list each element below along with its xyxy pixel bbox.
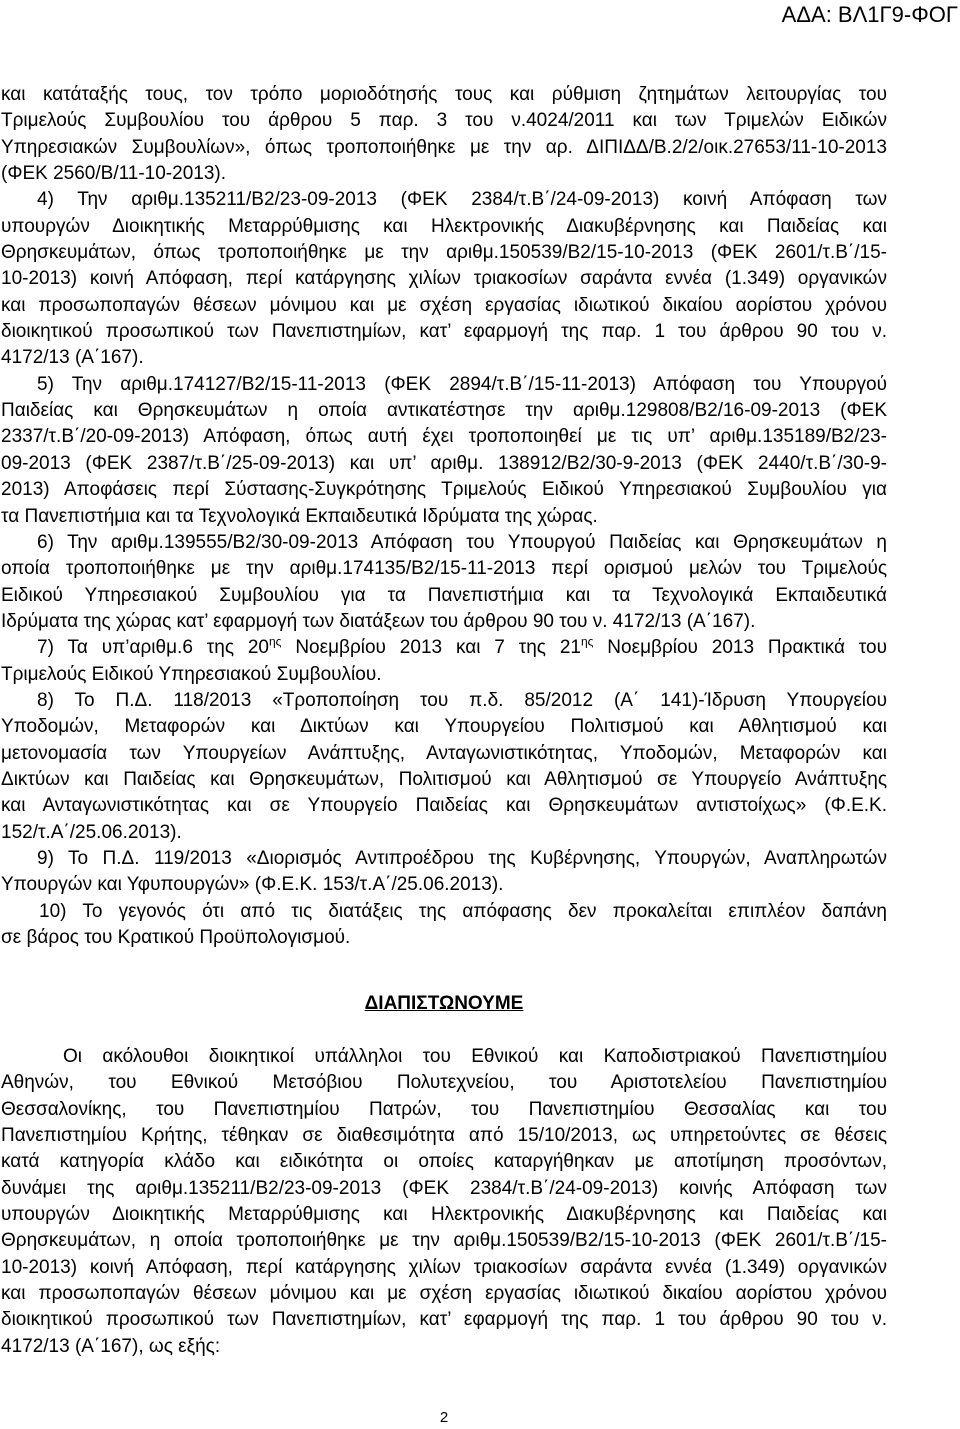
reference-item-10: 10) Το γεγονός ότι από τις διατάξεις της απόφασης δεν προκαλείται επιπλέον δαπάνη (39, 900, 887, 922)
reference-item-5: 5) Την αριθμ.174127/Β2/15-11-2013 (ΦΕΚ 2894/τ.Β΄/15-11-2013) Απόφαση του Υπουργού (37, 373, 887, 395)
text-line: Ειδικού Υπηρεσιακού Συμβουλίου για τα Πανεπιστήμια και τα Τεχνολογικά Εκπαιδευτικά (1, 584, 887, 606)
text-line: υπουργών Διοικητικής Μεταρρύθμισης και Ηλεκτρονικής Διακυβέρνησης και Παιδείας και (1, 215, 887, 237)
reference-item-4: 4) Την αριθμ.135211/Β2/23-09-2013 (ΦΕΚ 2384/τ.Β΄/24-09-2013) κοινή Απόφαση των (37, 189, 887, 211)
text-line: Θρησκευμάτων, όπως τροποποιήθηκε με την αριθμ.150539/Β2/15-10-2013 (ΦΕΚ 2601/τ.Β΄/15- (1, 242, 887, 264)
text-line: Παιδείας και Θρησκευμάτων η οποία αντικατέστησε την αριθμ.129808/Β2/16-09-2013 (ΦΕΚ (1, 400, 887, 422)
text-line: 2013) Αποφάσεις περί Σύστασης-Συγκρότησης Τριμελούς Ειδικού Υπηρεσιακού Συμβουλίου για (1, 479, 887, 501)
text-line: Πανεπιστημίου Κρήτης, τέθηκαν σε διαθεσιμότητα από 15/10/2013, ως υπηρετούντες σε θέσεις (1, 1125, 887, 1147)
text-line: και προσωποπαγών θέσεων μόνιμου και με σχέση εργασίας ιδιωτικού δικαίου αορίστου χρόνου (1, 294, 887, 316)
text-line: διοικητικού προσωπικού των Πανεπιστημίων, κατ’ εφαρμογή της παρ. 1 του άρθρου 90 του ν. (1, 321, 887, 343)
text-line: διοικητικού προσωπικού των Πανεπιστημίων, κατ’ εφαρμογή της παρ. 1 του άρθρου 90 του ν. (1, 1309, 887, 1331)
section-heading: ΔΙΑΠΙΣΤΩΝΟΥΜΕ (364, 993, 524, 1014)
ordinal-suffix: ης (580, 635, 594, 649)
text-line: 2337/τ.Β΄/20-09-2013) Απόφαση, όπως αυτή έχει τροποποιηθεί με τις υπ’ αριθμ.135189/Β2/23- (1, 426, 887, 448)
text-line: Δικτύων και Παιδείας και Θρησκευμάτων, Πολιτισμού και Αθλητισμού σε Υπουργείο Ανάπτυξης (1, 768, 887, 790)
text-line: Υποδομών, Μεταφορών και Δικτύων και Υπουργείου Πολιτισμού και Αθλητισμού και (1, 716, 887, 738)
finding-section (1, 1044, 887, 1360)
ada-code: ΑΔΑ: ΒΛ1Γ9-ΦΟΓ (781, 2, 958, 27)
page-number: 2 (439, 1409, 449, 1426)
finding-first-line: Οι ακόλουθοι διοικητικοί υπάλληλοι του Εθνικού και Καποδιστριακού Πανεπιστημίου (63, 1046, 887, 1067)
text-line: Υπηρεσιακών Συμβουλίων», όπως τροποποιήθηκε με την αρ. ΔΙΠΙΔΔ/Β.2/2/οικ.27653/11-10-2013 (1, 136, 887, 158)
reference-item-9: 9) Το Π.Δ. 119/2013 «Διορισμός Αντιπροέδρου της Κυβέρνησης, Υπουργών, Αναπληρωτών (37, 847, 887, 869)
reference-item-7 (1, 635, 887, 661)
text-line: κατά κατηγορία κλάδο και ειδικότητα οι οποίες καταργήθηκαν με αποτίμηση προσόντων, (1, 1151, 887, 1173)
references-section (1, 82, 887, 951)
text-line: και κατάταξής τους, τον τρόπο μοριοδότησής τους και ρύθμιση ζητημάτων λειτουργίας του (1, 84, 887, 105)
text-line: Θεσσαλονίκης, του Πανεπιστημίου Πατρών, του Πανεπιστημίου Θεσσαλίας και του (1, 1098, 887, 1120)
text-line: (ΦΕΚ 2560/Β/11-10-2013). (1, 163, 226, 185)
text-line: Τριμελούς Συμβουλίου του άρθρου 5 παρ. 3 του ν.4024/2011 και των Τριμελών Ειδικών (1, 110, 887, 132)
text-line: Ιδρύματα της χώρας κατ’ εφαρμογή των διατάξεων του άρθρου 90 του ν. 4172/13 (Α΄167). (1, 610, 756, 632)
text-line: οποία τροποποιήθηκε με την αριθμ.174135/Β2/15-11-2013 περί ορισμού μελών του Τριμελούς (1, 558, 887, 580)
text-line: 152/τ.Α΄/25.06.2013). (1, 821, 182, 843)
text-line: Αθηνών, του Εθνικού Μετσόβιου Πολυτεχνείου, του Αριστοτελείου Πανεπιστημίου (1, 1072, 887, 1094)
text-line: υπουργών Διοικητικής Μεταρρύθμισης και Ηλεκτρονικής Διακυβέρνησης και Παιδείας και (1, 1204, 887, 1226)
text-line: Υπουργών και Υφυπουργών» (Φ.Ε.Κ. 153/τ.Α΄/25.06.2013). (1, 874, 504, 896)
text-line: Θρησκευμάτων, η οποία τροποποιήθηκε με την αριθμ.150539/Β2/15-10-2013 (ΦΕΚ 2601/τ.Β΄/15- (1, 1230, 887, 1252)
text-line: και προσωποπαγών θέσεων μόνιμου και με σχέση εργασίας ιδιωτικού δικαίου αορίστου χρόνου (1, 1283, 887, 1305)
text-line: 4172/13 (Α΄167), ως εξής: (1, 1335, 221, 1357)
text-line: και Ανταγωνιστικότητας και σε Υπουργείο Παιδείας και Θρησκευμάτων αντιστοίχως» (Φ.Ε.Κ. (1, 795, 887, 817)
text-fragment: 7) Τα υπ’αριθμ.6 της 20 (37, 637, 269, 659)
text-line: 4172/13 (Α΄167). (1, 347, 144, 369)
text-line: Τριμελούς Ειδικού Υπηρεσιακού Συμβουλίου. (1, 663, 382, 685)
text-fragment: Νοεμβρίου 2013 και 7 της 21 (281, 637, 581, 659)
heading-section (1, 991, 887, 1017)
text-line: τα Πανεπιστήμια και τα Τεχνολογικά Εκπαιδευτικά Ιδρύματα της χώρας. (1, 505, 598, 527)
ordinal-suffix: ης (268, 635, 282, 649)
text-line: 10-2013) κοινή Απόφαση, περί κατάργησης χιλίων τριακοσίων σαράντα εννέα (1.349) οργανικών (1, 268, 887, 290)
reference-item-8: 8) Το Π.Δ. 118/2013 «Τροποποίηση του π.δ. 85/2012 (Α΄ 141)-Ίδρυση Υπουργείου (37, 689, 887, 711)
reference-item-6: 6) Την αριθμ.139555/Β2/30-09-2013 Απόφαση του Υπουργού Παιδείας και Θρησκευμάτων η (37, 531, 887, 553)
text-line: 09-2013 (ΦΕΚ 2387/τ.Β΄/25-09-2013) και υπ’ αριθμ. 138912/Β2/30-9-2013 (ΦΕΚ 2440/τ.Β΄/30-9- (1, 452, 887, 474)
text-line: δυνάμει της αριθμ.135211/Β2/23-09-2013 (ΦΕΚ 2384/τ.Β΄/24-09-2013) κοινής Απόφαση των (1, 1177, 887, 1199)
text-fragment: Νοεμβρίου 2013 Πρακτικά του (593, 637, 887, 659)
text-line: σε βάρος του Κρατικού Προϋπολογισμού. (1, 927, 351, 948)
text-line: μετονομασία των Υπουργείων Ανάπτυξης, Ανταγωνιστικότητας, Υποδομών, Μεταφορών και (1, 742, 887, 764)
text-line: 10-2013) κοινή Απόφαση, περί κατάργησης χιλίων τριακοσίων σαράντα εννέα (1.349) οργανικών (1, 1256, 887, 1278)
